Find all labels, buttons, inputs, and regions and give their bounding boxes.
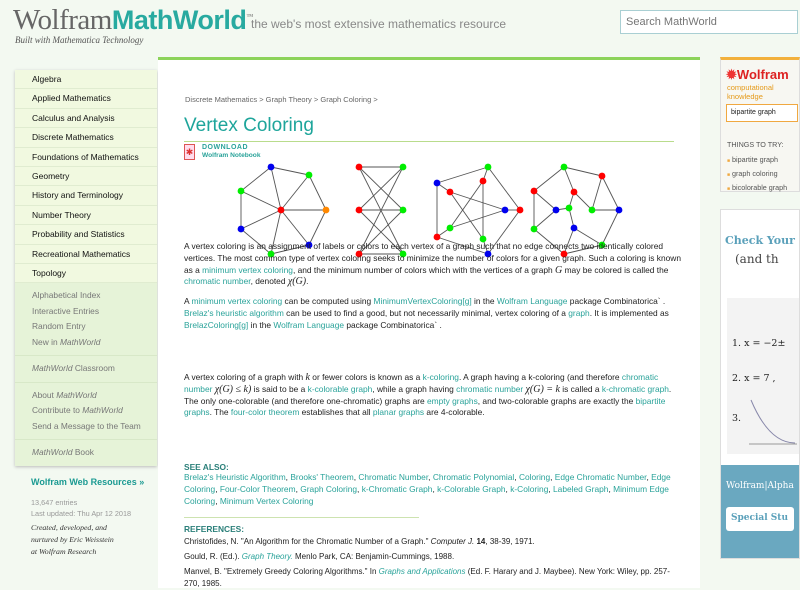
graph-edge bbox=[602, 210, 619, 245]
link-minimumvertexcoloring[interactable]: MinimumVertexColoring[g] bbox=[373, 296, 472, 306]
graph-vertex bbox=[480, 178, 487, 185]
see-also-link[interactable]: Labeled Graph bbox=[553, 483, 609, 494]
graph-vertex bbox=[531, 226, 538, 233]
sidebar bbox=[15, 70, 157, 466]
graph-vertex bbox=[616, 207, 623, 214]
notebook-label: Wolfram Notebook bbox=[202, 152, 261, 159]
t: establishes that all bbox=[299, 407, 373, 418]
t: Christofides, N. "An Algorithm for the Chromatic Number of a Graph." bbox=[184, 537, 431, 546]
see-also-link[interactable]: Graph Coloring bbox=[300, 483, 358, 494]
see-also-link[interactable]: Brooks' Theorem bbox=[290, 472, 354, 482]
label: Book bbox=[72, 447, 94, 458]
graph-edge bbox=[534, 167, 564, 191]
sidebar-category[interactable]: Algebra bbox=[15, 70, 157, 89]
see-also-link[interactable]: Four-Color Theorem bbox=[219, 483, 296, 494]
sidebar-category[interactable]: Topology bbox=[15, 264, 157, 283]
graph-vertex bbox=[553, 207, 560, 214]
try-link[interactable]: ■ graph coloring bbox=[727, 169, 778, 178]
t: 14 bbox=[476, 537, 486, 546]
page-title: Vertex Coloring bbox=[184, 115, 314, 136]
t: is called a bbox=[559, 383, 602, 394]
see-also-link[interactable]: Chromatic Number bbox=[358, 472, 429, 482]
label: MathWorld bbox=[82, 405, 123, 416]
link-k-colorable-graph[interactable]: k-colorable graph bbox=[307, 383, 373, 394]
t: , while a graph having bbox=[372, 383, 457, 394]
graph-vertex bbox=[356, 164, 363, 171]
t: Gould, R. (Ed.). bbox=[184, 552, 242, 561]
t: are 4-colorable. bbox=[424, 407, 485, 418]
label: bipartite graph bbox=[732, 155, 778, 164]
link-chromatic-number[interactable]: chromatic number bbox=[184, 276, 251, 287]
reference bbox=[184, 566, 684, 590]
graph-edge bbox=[534, 210, 556, 229]
credit-line: Created, developed, and bbox=[31, 523, 107, 532]
label: MathWorld bbox=[32, 447, 73, 458]
logo-mathworld: MathWorld bbox=[111, 5, 247, 35]
graph-vertex bbox=[599, 173, 606, 180]
sep: > bbox=[311, 95, 321, 104]
graph-edge bbox=[450, 192, 483, 239]
t: , and the minimum number of colors which with the vertices of a graph bbox=[292, 264, 556, 275]
wolfram-alpha-input[interactable]: bipartite graph bbox=[726, 104, 798, 122]
paragraph-1 bbox=[184, 241, 684, 288]
graph-edge bbox=[450, 192, 505, 210]
graph-vertex bbox=[434, 234, 441, 241]
t: . The bbox=[209, 407, 231, 418]
graph-edge bbox=[241, 167, 271, 191]
main-content bbox=[158, 57, 700, 588]
eq: 2. x = 7 , bbox=[732, 373, 776, 384]
sidebar-category[interactable]: Recreational Mathematics bbox=[15, 245, 157, 264]
ad-subtitle: (and th bbox=[735, 252, 779, 266]
t: package Combinatorica` . bbox=[567, 296, 666, 306]
math: χ(G) = k bbox=[525, 383, 560, 395]
sidebar-category[interactable]: Foundations of Mathematics bbox=[15, 148, 157, 167]
download-label: DOWNLOAD bbox=[202, 144, 248, 151]
header bbox=[0, 0, 800, 50]
math: G bbox=[555, 264, 563, 276]
reference bbox=[184, 536, 684, 548]
link-graphs-and-applications[interactable]: Graphs and Applications bbox=[378, 567, 466, 576]
graph-edge bbox=[592, 176, 602, 210]
link-k-chromatic-graph[interactable]: k-chromatic graph bbox=[601, 383, 669, 394]
search-input[interactable] bbox=[620, 10, 798, 34]
graph-edge bbox=[574, 192, 592, 210]
t: . bbox=[306, 276, 309, 287]
label: About bbox=[32, 389, 57, 400]
sidebar-link-random-entry[interactable]: Random Entry bbox=[32, 321, 86, 332]
logo-wolfram: Wolfram bbox=[13, 4, 112, 36]
sidebar-category[interactable]: Number Theory bbox=[15, 206, 157, 225]
graph-vertex bbox=[517, 207, 524, 214]
t: can be computed using bbox=[282, 296, 374, 306]
see-also-link[interactable]: Edge Chromatic Number bbox=[554, 472, 647, 482]
graph-edge bbox=[602, 176, 619, 210]
ad-title: Check Your bbox=[725, 234, 795, 247]
ad-banner bbox=[721, 465, 799, 558]
t: , 38-39, 1971. bbox=[485, 537, 535, 546]
credit-line: nurtured by Eric Weisstein bbox=[31, 535, 114, 544]
t: (Ed. F. Harary and J. Maybee). New York: Wiley, pp. 257-270, 1985. bbox=[184, 567, 670, 588]
graph-vertex bbox=[400, 164, 407, 171]
link-bipartite-graphs[interactable]: bipartite graphs bbox=[184, 395, 666, 418]
t: . The only one-colorable (and therefore one-chromatic) graphs are bbox=[184, 383, 672, 406]
wolfram-alpha-logo[interactable] bbox=[726, 67, 789, 83]
graph-vertex bbox=[238, 226, 245, 233]
sidebar-link-new[interactable] bbox=[32, 335, 157, 351]
sidebar-link-about[interactable] bbox=[32, 388, 157, 404]
see-also-heading: SEE ALSO: bbox=[184, 462, 229, 472]
sidebar-category[interactable]: History and Terminology bbox=[15, 186, 157, 205]
graph-vertex bbox=[278, 207, 285, 214]
see-also-link[interactable]: Edge Coloring bbox=[184, 472, 671, 494]
graph-vertex bbox=[306, 172, 313, 179]
graph-vertex bbox=[238, 188, 245, 195]
graph-edge bbox=[281, 175, 309, 210]
plot-thumbnail bbox=[749, 398, 797, 448]
t: A bbox=[184, 296, 192, 306]
sep: > bbox=[257, 95, 266, 104]
sidebar-link-interactive-entries[interactable]: Interactive Entries bbox=[32, 305, 100, 316]
label: Classroom bbox=[72, 363, 115, 374]
graph-edge bbox=[241, 210, 281, 229]
credit-line: at Wolfram Research bbox=[31, 547, 97, 556]
link-chromatic-number[interactable]: chromatic number bbox=[456, 383, 524, 394]
link-wolfram-language[interactable]: Wolfram Language bbox=[273, 319, 345, 330]
graph-edge bbox=[271, 167, 281, 210]
wolfram-web-resources-link[interactable]: Wolfram Web Resources » bbox=[31, 477, 145, 487]
math: k bbox=[305, 372, 310, 383]
graph-vertex bbox=[434, 180, 441, 187]
graph-vertex bbox=[268, 164, 275, 171]
t: Manvel, B. "Extremely Greedy Coloring Algorithms." In bbox=[184, 567, 379, 576]
label: New in bbox=[32, 336, 60, 347]
divider bbox=[184, 517, 419, 518]
see-also-link[interactable]: Brelaz's Heuristic Algorithm bbox=[184, 472, 286, 482]
graph-vertex bbox=[356, 207, 363, 214]
t: may be colored is called the bbox=[562, 264, 669, 275]
see-also-link[interactable]: Chromatic Polynomial bbox=[432, 472, 515, 482]
notebook-icon: ✱ bbox=[184, 144, 195, 160]
graph-edge bbox=[271, 167, 309, 175]
t: A vertex coloring is an assignment of labels or colors to each vertex of a graph such that no edge connects two identically colored vertices. The most common type of vertex coloring seeks to minimize the number of colors for a given graph. Such a coloring is known as a bbox=[184, 241, 681, 275]
link-graph-theory-book[interactable]: Graph Theory. bbox=[241, 552, 293, 561]
link-minimum-vertex-coloring[interactable]: minimum vertex coloring bbox=[191, 296, 283, 306]
ad-button[interactable]: Special Stu bbox=[726, 507, 794, 531]
sidebar-link-book[interactable] bbox=[32, 445, 157, 461]
spikey-icon: ✹ bbox=[726, 67, 737, 82]
see-also-link[interactable]: Coloring bbox=[518, 472, 551, 482]
label: MathWorld bbox=[59, 336, 101, 347]
graph-vertex bbox=[566, 205, 573, 212]
mathworld-logo[interactable] bbox=[13, 4, 253, 37]
t: , denoted bbox=[250, 276, 288, 287]
link-planar-graphs[interactable]: planar graphs bbox=[372, 407, 425, 418]
math: χ(G) bbox=[287, 276, 307, 288]
link-chromatic-number[interactable]: chromatic number bbox=[184, 372, 659, 394]
t: in the bbox=[471, 296, 497, 306]
graph-edge bbox=[488, 167, 520, 210]
paragraph-3 bbox=[184, 372, 684, 419]
logo-tm: ™ bbox=[246, 12, 253, 21]
graph-vertex bbox=[323, 207, 330, 214]
link-four-color-theorem[interactable]: four-color theorem bbox=[230, 407, 300, 418]
graph-edge bbox=[309, 175, 326, 210]
sidebar-category[interactable]: Applied Mathematics bbox=[15, 89, 157, 108]
breadcrumb-graph-theory[interactable]: Graph Theory bbox=[265, 95, 312, 104]
t: is said to be a bbox=[251, 383, 308, 394]
graph-edge bbox=[534, 191, 556, 210]
entries-count: 13,647 entries bbox=[31, 498, 78, 507]
breadcrumb-discrete-mathematics[interactable]: Discrete Mathematics bbox=[185, 95, 258, 104]
t: , and two-colorable graphs are exactly the bbox=[477, 395, 636, 406]
t: can be used to find a good, but not necessarily minimal, vertex coloring of a bbox=[283, 307, 569, 318]
graph-edge bbox=[241, 191, 281, 210]
t: . A graph having a k-coloring (and therefore bbox=[458, 372, 622, 382]
references-heading: REFERENCES: bbox=[184, 524, 245, 534]
sidebar-link-send-message[interactable]: Send a Message to the Team bbox=[32, 420, 141, 431]
t: in the bbox=[248, 319, 274, 330]
paragraph-2 bbox=[184, 296, 684, 331]
last-updated: Last updated: Thu Apr 12 2018 bbox=[31, 509, 132, 518]
see-also-link[interactable]: k-Colorable Graph bbox=[437, 483, 506, 494]
graph-edge bbox=[564, 167, 574, 192]
graph-vertex bbox=[531, 188, 538, 195]
breadcrumb-graph-coloring[interactable]: Graph Coloring bbox=[320, 95, 372, 104]
see-also-link[interactable]: Minimum Edge Coloring bbox=[184, 483, 669, 506]
graph-edge bbox=[309, 210, 326, 245]
link-k-coloring[interactable]: k-coloring bbox=[422, 372, 459, 382]
graph-vertex bbox=[502, 207, 509, 214]
graph-edge bbox=[450, 181, 483, 228]
t: . It is implemented as bbox=[589, 307, 669, 318]
t: Menlo Park, CA: Benjamin-Cummings, 1988. bbox=[292, 552, 455, 561]
t: A vertex coloring of a graph with bbox=[184, 372, 306, 382]
sidebar-category[interactable]: Discrete Mathematics bbox=[15, 128, 157, 147]
graph-vertex bbox=[571, 225, 578, 232]
try-link[interactable]: ■ bicolorable graph bbox=[727, 183, 788, 192]
ad-image bbox=[727, 298, 799, 454]
sidebar-link-classroom[interactable] bbox=[32, 361, 157, 377]
right-column bbox=[720, 57, 800, 577]
graph-edge bbox=[564, 167, 602, 176]
sidebar-link-alphabetical-index[interactable]: Alphabetical Index bbox=[32, 290, 101, 301]
label: Contribute to bbox=[32, 405, 83, 416]
graph-edge bbox=[281, 210, 309, 245]
wolfram-alpha-widget bbox=[720, 57, 800, 192]
link-wolfram-language[interactable]: Wolfram Language bbox=[496, 296, 568, 306]
graph-vertex bbox=[561, 164, 568, 171]
graph-vertex bbox=[447, 189, 454, 196]
try-link[interactable]: ■ bipartite graph bbox=[727, 155, 778, 164]
t: package Combinatorica` . bbox=[344, 319, 442, 330]
graph-vertex bbox=[571, 189, 578, 196]
wa-subtitle: computational knowledge bbox=[727, 83, 774, 101]
ad-banner-title: Wolfram|Alpha bbox=[726, 481, 794, 491]
graph-vertex bbox=[485, 164, 492, 171]
link-brelaz-algorithm[interactable]: Brelaz's heuristic algorithm bbox=[184, 307, 284, 318]
sidebar-link-contribute[interactable] bbox=[32, 403, 157, 419]
reference bbox=[184, 551, 684, 563]
link-brelazcoloring[interactable]: BrelazColoring[g] bbox=[184, 319, 249, 330]
label: graph coloring bbox=[732, 169, 778, 178]
things-to-try-heading: THINGS TO TRY: bbox=[727, 140, 784, 149]
graph-vertex bbox=[589, 207, 596, 214]
link-empty-graphs[interactable]: empty graphs bbox=[427, 395, 478, 406]
vertex-coloring-illustration bbox=[158, 60, 700, 270]
t: or fewer colors is known as a bbox=[309, 372, 423, 382]
sep: > bbox=[371, 95, 378, 104]
see-also-link[interactable]: k-Chromatic Graph bbox=[361, 483, 433, 494]
advertisement[interactable] bbox=[720, 209, 800, 559]
graph-vertex bbox=[447, 225, 454, 232]
site-stats bbox=[31, 497, 131, 519]
see-also-list: Brelaz's Heuristic Algorithm, Brooks' Theorem, Chromatic Number, Chromatic Polynomial, Coloring, Edge Chromatic Number, Edge Coloring, Four-Color Theorem, Graph Coloring, k-Chromatic Graph, k-Colorable Graph, k-Coloring, Labeled Graph, Minimum Edge Coloring, Minimum Vertex Coloring bbox=[184, 472, 671, 506]
sidebar-category[interactable]: Calculus and Analysis bbox=[15, 109, 157, 128]
sidebar-category[interactable]: Geometry bbox=[15, 167, 157, 186]
label: MathWorld bbox=[32, 363, 73, 374]
graph-vertex bbox=[400, 207, 407, 214]
sidebar-category[interactable]: Probability and Statistics bbox=[15, 225, 157, 244]
label: bicolorable graph bbox=[732, 183, 788, 192]
eq: 1. x = −2± bbox=[732, 338, 786, 349]
see-also-link[interactable]: Minimum Vertex Coloring bbox=[219, 495, 314, 506]
t: Computer J. bbox=[430, 537, 475, 546]
tagline: the web's most extensive mathematics resource bbox=[251, 17, 507, 31]
see-also-link[interactable]: k-Coloring bbox=[510, 483, 549, 494]
link-minimum-vertex-coloring[interactable]: minimum vertex coloring bbox=[202, 264, 293, 275]
math: χ(G) ≤ k) bbox=[214, 383, 252, 395]
label: Wolfram bbox=[736, 67, 789, 82]
credit bbox=[31, 522, 114, 558]
link-graph[interactable]: graph bbox=[568, 307, 590, 318]
logo-subtitle: Built with Mathematica Technology bbox=[15, 35, 144, 45]
graph-edge bbox=[450, 210, 505, 228]
eq: 3. bbox=[732, 413, 742, 424]
label: MathWorld bbox=[56, 389, 97, 400]
